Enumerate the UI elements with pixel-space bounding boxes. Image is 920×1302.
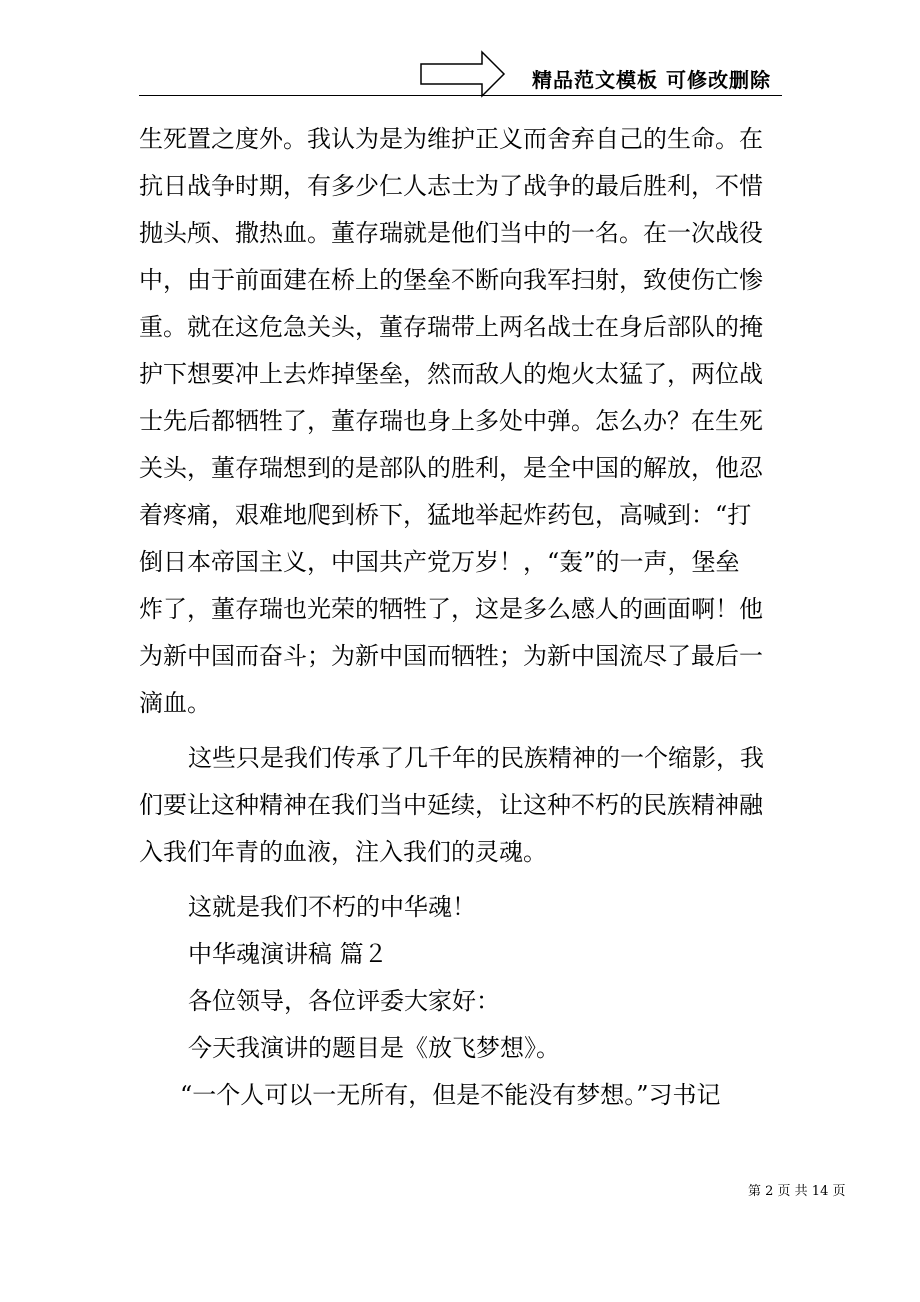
document-body — [139, 116, 782, 1119]
text-line: 倒日本帝国主义，中国共产党万岁！，“轰”的一声，堡垒 — [139, 548, 740, 576]
text-line: 抛头颅、撒热血。董存瑞就是他们当中的一名。在一次战役 — [139, 219, 763, 247]
header-arrow-icon — [420, 50, 506, 98]
text-line: 各位领导，各位评委大家好： — [188, 987, 500, 1015]
text-line: 为新中国而奋斗；为新中国而牺牲；为新中国流尽了最后一 — [139, 642, 763, 670]
text-line: 滴血。 — [139, 689, 211, 717]
header-divider — [139, 95, 782, 96]
text-line: 入我们年青的血液，注入我们的灵魂。 — [139, 838, 547, 866]
text-line: 们要让这种精神在我们当中延续，让这种不朽的民族精神融 — [139, 791, 763, 819]
text-line: 士先后都牺牲了，董存瑞也身上多处中弹。怎么办？在生死 — [139, 407, 763, 435]
text-line: 这些只是我们传承了几千年的民族精神的一个缩影，我 — [188, 744, 764, 772]
text-line: 护下想要冲上去炸掉堡垒，然而敌人的炮火太猛了，两位战 — [139, 360, 763, 388]
text-line: 炸了，董存瑞也光荣的牺牲了，这是多么感人的画面啊！他 — [139, 595, 763, 623]
text-line: “一个人可以一无所有，但是不能没有梦想。”习书记 — [180, 1081, 721, 1109]
paragraph-spacer — [139, 727, 782, 735]
text-line: 抗日战争时期，有多少仁人志士为了战争的最后胜利，不惜 — [139, 172, 763, 200]
text-line: 着疼痛，艰难地爬到桥下，猛地举起炸药包，高喊到：“打 — [139, 501, 752, 529]
text-line: 关头，董存瑞想到的是部队的胜利，是全中国的解放，他忍 — [139, 454, 763, 482]
header-title: 精品范文模板 可修改删除 — [532, 68, 771, 92]
text-line: 生死置之度外。我认为是为维护正义而舍弃自己的生命。在 — [139, 125, 763, 153]
text-line: 重。就在这危急关头，董存瑞带上两名战士在身后部队的掩 — [139, 313, 763, 341]
paragraph-spacer — [139, 876, 782, 884]
text-line: 这就是我们不朽的中华魂！ — [188, 893, 476, 921]
text-line: 中，由于前面建在桥上的堡垒不断向我军扫射，致使伤亡惨 — [139, 266, 763, 294]
text-line: 今天我演讲的题目是《放飞梦想》。 — [188, 1034, 560, 1062]
page-number: 第 2 页 共 14 页 — [748, 1184, 846, 1199]
section-heading: 中华魂演讲稿 篇２ — [188, 940, 388, 968]
